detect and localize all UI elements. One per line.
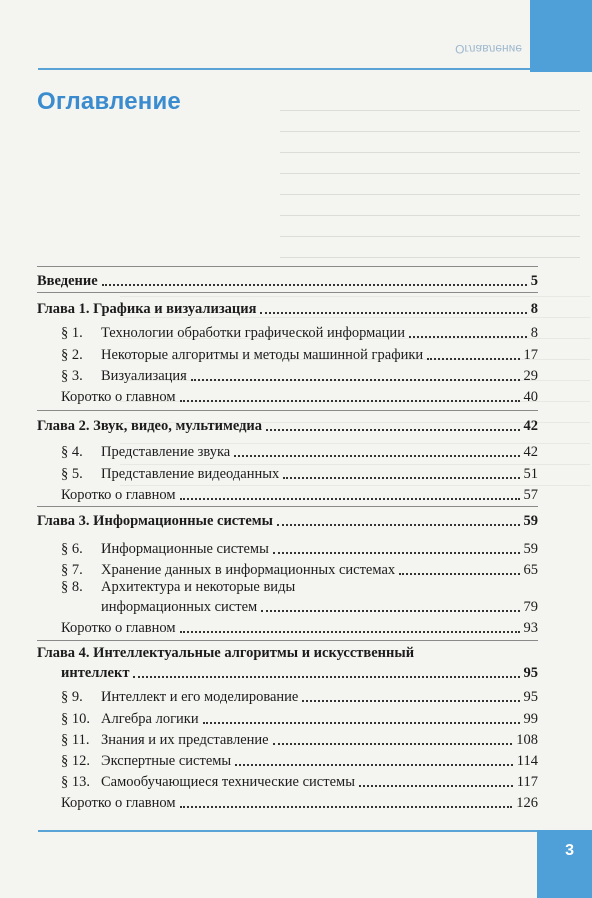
- toc-chapter-1[interactable]: Глава 1. Графика и визуализация 8: [37, 301, 538, 317]
- toc-section-8[interactable]: информационных систем 79: [101, 599, 538, 615]
- toc-section-11[interactable]: § 11. Знания и их представление 108: [61, 732, 538, 748]
- toc-section-5[interactable]: § 5. Представление видеоданных 51: [61, 466, 538, 482]
- toc-section-12[interactable]: § 12. Экспертные системы 114: [61, 753, 538, 769]
- toc-summary-ch1[interactable]: Коротко о главном 40: [61, 389, 538, 405]
- page-number-tab: [537, 830, 592, 898]
- divider: [37, 292, 538, 293]
- toc-section-13[interactable]: § 13. Самообучающиеся технические системы 117: [61, 774, 538, 790]
- divider: [37, 640, 538, 641]
- top-header-band: [0, 0, 530, 72]
- toc-section-1[interactable]: § 1. Технологии обработки графической информации 8: [61, 325, 538, 341]
- bleed-through-text: [280, 92, 580, 272]
- toc-section-4[interactable]: § 4. Представление звука 42: [61, 444, 538, 460]
- toc-section-8-line-1[interactable]: § 8. Архитектура и некоторые виды: [61, 579, 296, 595]
- header-rule: [38, 68, 530, 70]
- toc-summary-ch2[interactable]: Коротко о главном 57: [61, 487, 538, 503]
- toc-section-7[interactable]: § 7. Хранение данных в информационных системах 65: [61, 562, 538, 578]
- footer-rule: [38, 830, 537, 832]
- toc-section-10[interactable]: § 10. Алгебра логики 99: [61, 711, 538, 727]
- divider: [37, 506, 538, 507]
- mirrored-header-label: Оглавление: [455, 42, 522, 56]
- page-number: 3: [565, 842, 574, 859]
- toc-chapter-4[interactable]: интеллект 95: [61, 665, 538, 681]
- header-tab: [530, 0, 592, 72]
- toc-chapter-2[interactable]: Глава 2. Звук, видео, мультимедиа 42: [37, 418, 538, 434]
- toc-summary-ch3[interactable]: Коротко о главном 93: [61, 620, 538, 636]
- page-title: Оглавление: [37, 88, 181, 115]
- divider: [37, 266, 538, 267]
- toc-summary-ch4[interactable]: Коротко о главном 126: [61, 795, 538, 811]
- toc-intro[interactable]: Введение 5: [37, 273, 538, 289]
- toc-section-3[interactable]: § 3. Визуализация 29: [61, 368, 538, 384]
- toc-section-9[interactable]: § 9. Интеллект и его моделирование 95: [61, 689, 538, 705]
- toc-chapter-4-line-1[interactable]: Глава 4. Интеллектуальные алгоритмы и искусственный: [37, 645, 415, 661]
- toc-section-6[interactable]: § 6. Информационные системы 59: [61, 541, 538, 557]
- toc-chapter-3[interactable]: Глава 3. Информационные системы 59: [37, 513, 538, 529]
- divider: [37, 410, 538, 411]
- toc-section-2[interactable]: § 2. Некоторые алгоритмы и методы машинной графики 17: [61, 347, 538, 363]
